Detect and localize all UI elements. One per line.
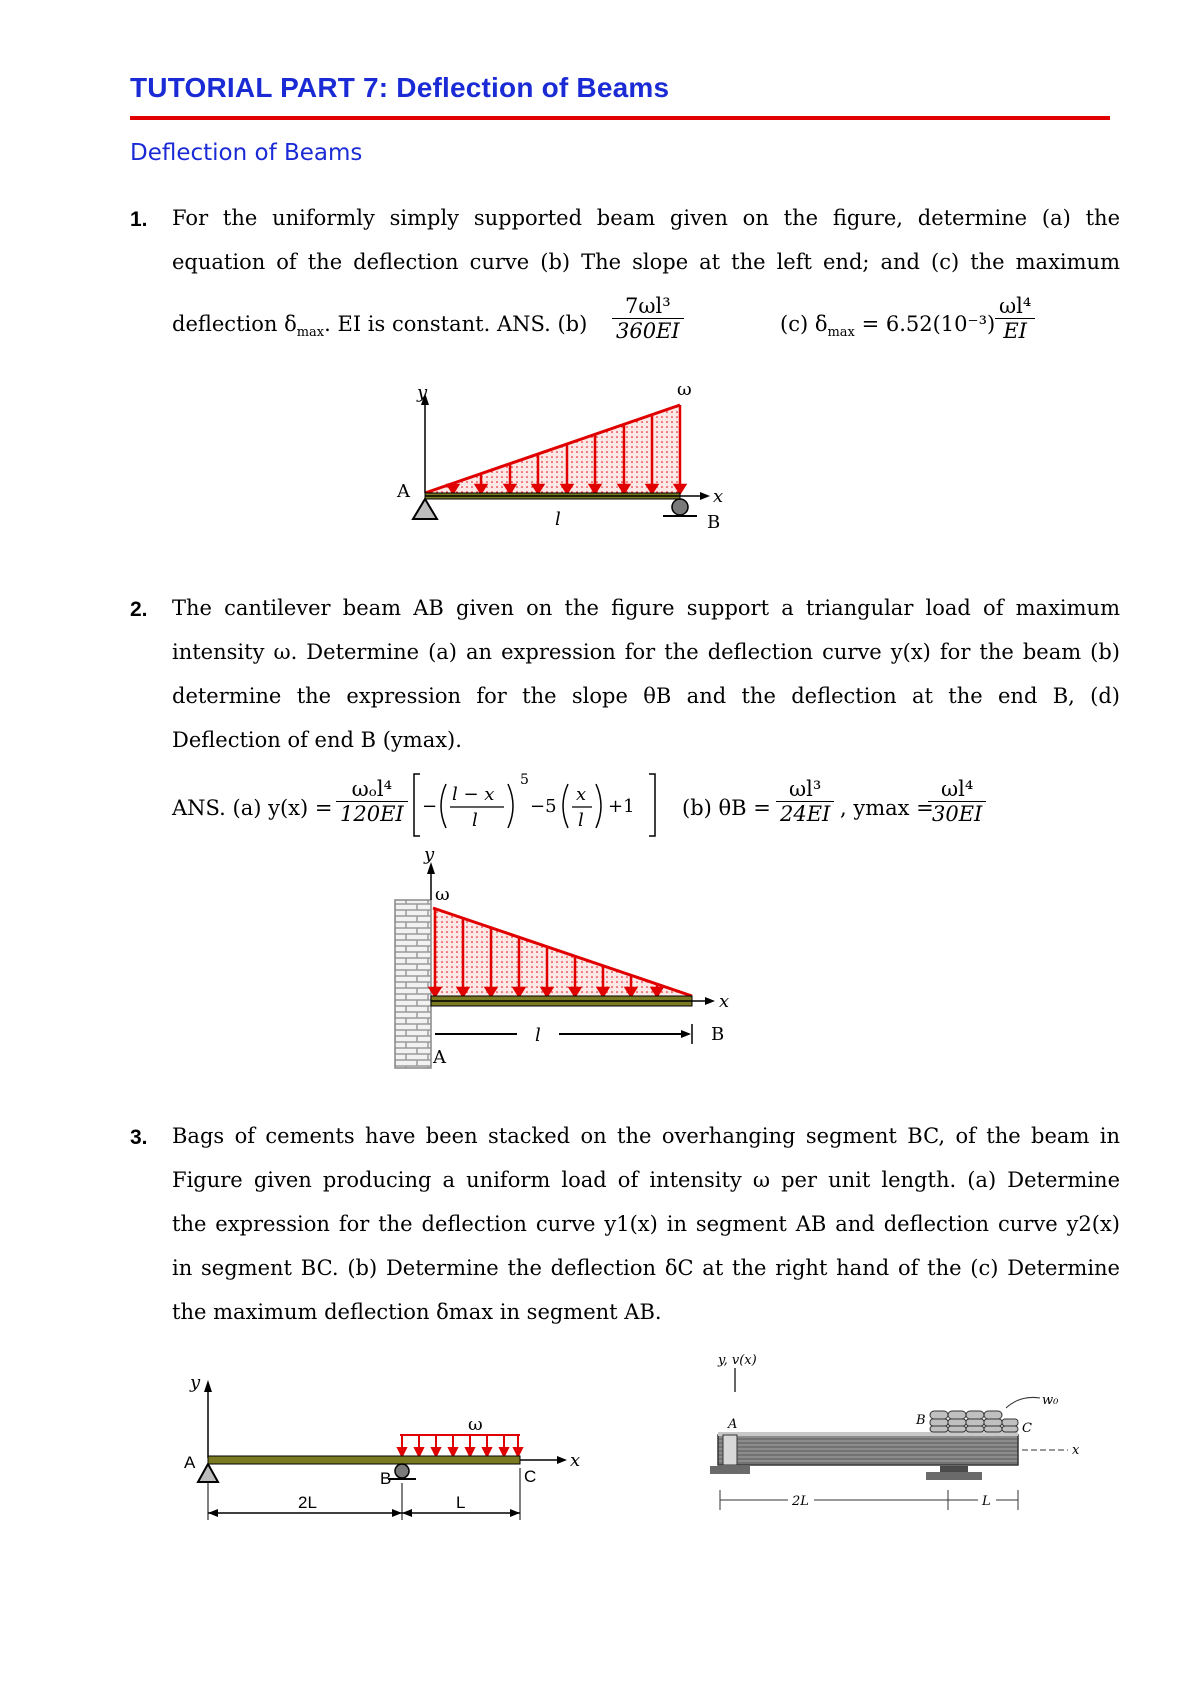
problem-1-answer-b-fraction: $\frac{\text{7ωl³}}{360EI}$	[612, 294, 684, 343]
bracket-l-minus-x: l − x	[452, 784, 495, 805]
roller-support-b	[395, 1464, 409, 1478]
label-y: y	[424, 844, 435, 865]
cement-bags	[930, 1411, 1018, 1432]
figure-1-simply-supported-beam	[395, 379, 775, 535]
roller-support-b	[672, 499, 688, 515]
title-rule	[130, 116, 1110, 120]
bracket-l-denominator-2: l	[578, 810, 584, 831]
problem-3-line-5: the maximum deflection δmax in segment AB.	[172, 1300, 662, 1324]
label-a: A	[433, 1047, 446, 1068]
bracket-exponent: 5	[520, 772, 529, 788]
label-c: C	[1022, 1421, 1032, 1436]
label-axis: y, v(x)	[718, 1353, 757, 1368]
problem-1-number: 1.	[130, 208, 148, 231]
problem-1-line-2: equation of the deflection curve (b) The slope at the left end; and (c) the maximum	[172, 250, 1120, 274]
label-y: y	[190, 1372, 201, 1393]
problem-2-answer-ymax-label: , ymax =	[840, 796, 934, 820]
figure-3-textbook-beam	[690, 1350, 1110, 1525]
label-a: A	[184, 1453, 196, 1472]
label-y: y	[417, 382, 428, 403]
bracket-l-denominator: l	[472, 810, 478, 831]
bracket-minus: −	[422, 796, 438, 817]
problem-1-line-3: deflection $\delta_{max}$. EI is constant. ANS. (b)	[172, 312, 588, 341]
label-a: A	[728, 1417, 738, 1432]
label-l: l	[555, 509, 561, 530]
uniform-load	[398, 1435, 522, 1456]
bracket-minus-five: −5	[530, 796, 557, 817]
problem-2-line-2: intensity ω. Determine (a) an expression for the deflection curve y(x) for the beam (b)	[172, 640, 1120, 664]
label-b: B	[707, 512, 721, 533]
problem-2-answer-a-fraction: ωₒl⁴ 120EI	[336, 777, 408, 826]
problem-2-answer-b-fraction: $\frac{\text{ωl³}}{24EI}$	[776, 777, 834, 826]
problem-3-line-1: Bags of cements have been stacked on the overhanging segment BC, of the beam in	[172, 1124, 1120, 1148]
problem-3-line-3: the expression for the deflection curve y1(x) in segment AB and deflection curve y2(x)	[172, 1212, 1120, 1236]
page-title: TUTORIAL PART 7: Deflection of Beams	[130, 72, 670, 103]
problem-2-answer-ymax-fraction: $\frac{\text{ωl⁴}}{30EI}$	[928, 777, 986, 826]
bracket-plus-one: +1	[608, 796, 635, 817]
label-omega: ω	[677, 379, 692, 400]
problem-1-answer-c-fraction: $\frac{\text{ωl⁴}}{EI}$	[995, 294, 1035, 343]
problem-2-answer-label: ANS. (a) y(x) =	[172, 796, 333, 820]
label-c: C	[524, 1467, 537, 1486]
label-span-2l: 2L	[298, 1493, 317, 1512]
problem-3-line-4: in segment BC. (b) Determine the deflection δC at the right hand of the (c) Determine	[172, 1256, 1120, 1280]
label-x: x	[1072, 1443, 1080, 1458]
bracket-x-numerator: x	[576, 784, 587, 805]
beam	[718, 1435, 1018, 1465]
problem-3-line-2: Figure given producing a uniform load of intensity ω per unit length. (a) Determine	[172, 1168, 1120, 1192]
label-omega: ω	[468, 1414, 483, 1435]
label-span-2l: 2L	[792, 1494, 809, 1509]
label-omega: ω	[435, 884, 450, 905]
figure-2-cantilever-beam	[395, 844, 775, 1075]
problem-3-number: 3.	[130, 1126, 148, 1149]
label-span-l: L	[982, 1494, 991, 1509]
roller-support-b	[940, 1466, 968, 1472]
problem-2-bracket-expression	[412, 770, 657, 840]
label-x: x	[713, 486, 724, 507]
label-l: l	[535, 1025, 541, 1046]
label-x: x	[570, 1450, 581, 1471]
pin-support-a	[413, 499, 437, 519]
pin-support-a	[723, 1435, 737, 1465]
pin-support-a	[198, 1464, 218, 1482]
problem-1-answer-c: (c) $\delta_{max} = 6.52(10^{-3})$	[780, 312, 996, 341]
label-b: B	[916, 1413, 926, 1428]
label-a: A	[397, 481, 410, 502]
label-b: B	[380, 1469, 392, 1488]
problem-2-line-1: The cantilever beam AB given on the figure support a triangular load of maximum	[172, 596, 1120, 620]
problem-1-line-1: For the uniformly simply supported beam given on the figure, determine (a) the	[172, 206, 1120, 230]
section-heading: Deflection of Beams	[130, 140, 363, 166]
wall	[395, 900, 431, 1068]
label-x: x	[719, 991, 730, 1012]
problem-2-answer-b-label: (b) θB =	[682, 796, 771, 820]
problem-2-number: 2.	[130, 598, 148, 621]
label-b: B	[711, 1024, 725, 1045]
figure-3-overhang-beam-diagram	[180, 1368, 600, 1528]
label-span-l: L	[456, 1493, 466, 1512]
problem-2-line-3: determine the expression for the slope θB and the deflection at the end B, (d)	[172, 684, 1120, 708]
beam	[208, 1456, 520, 1464]
problem-2-line-4: Deflection of end B (ymax).	[172, 728, 462, 752]
label-w0: w₀	[1042, 1393, 1059, 1408]
